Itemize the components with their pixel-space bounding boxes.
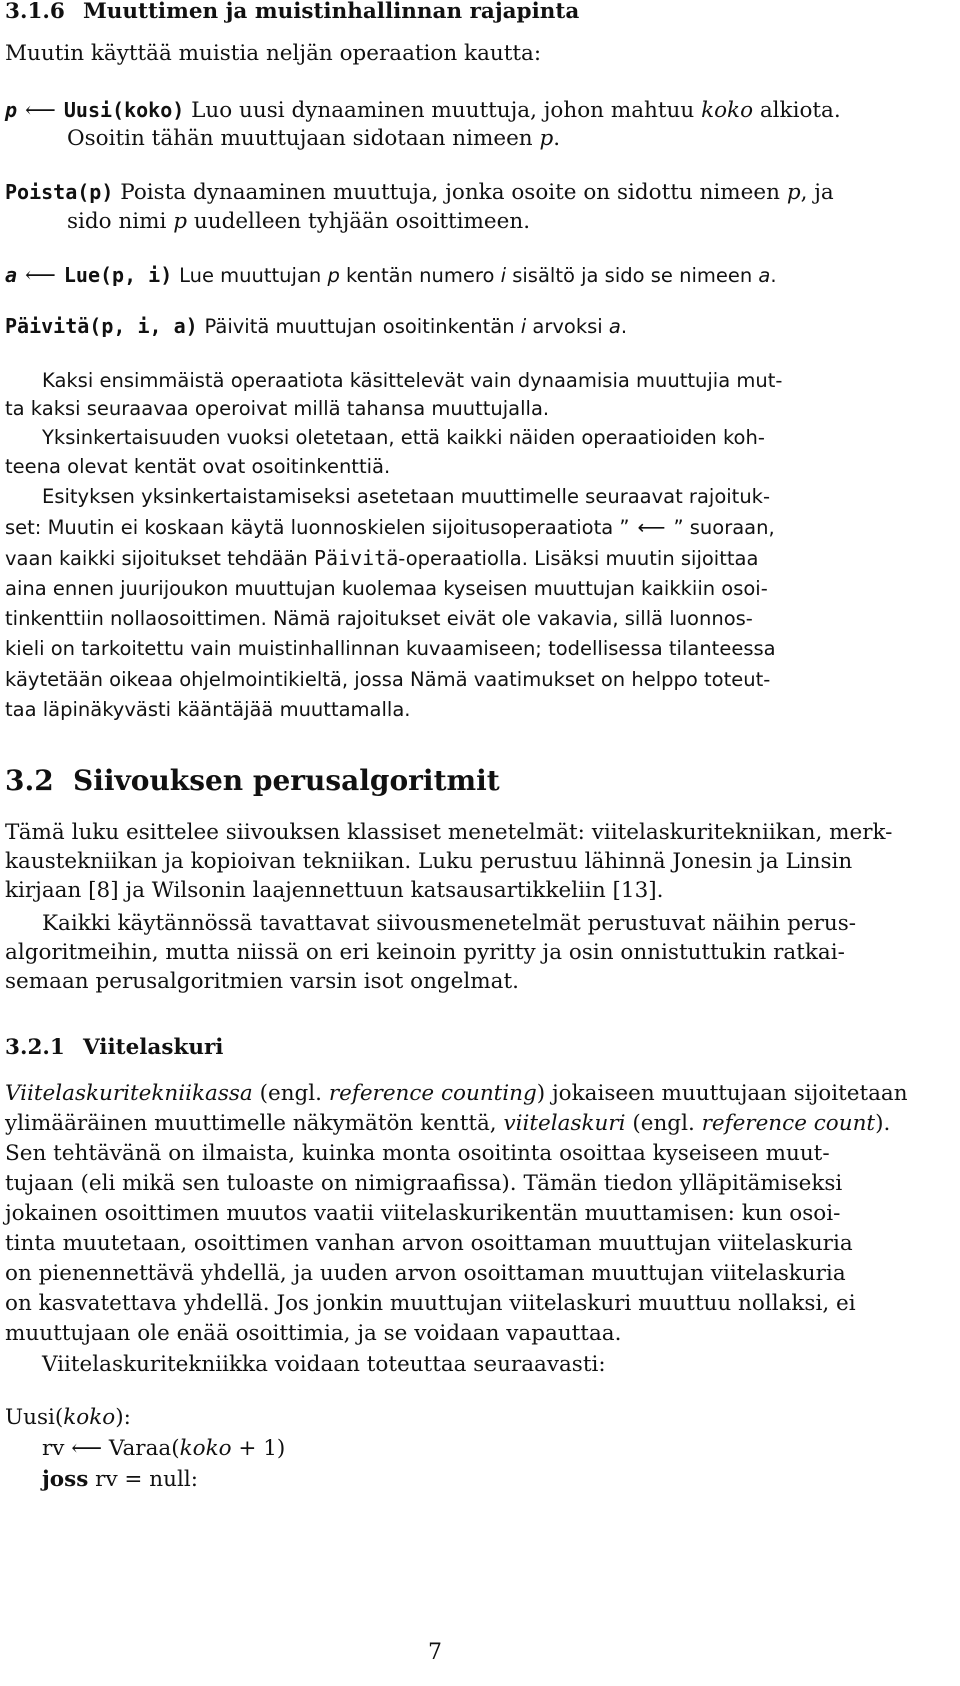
- op-code: Uusi(koko): [63, 98, 185, 122]
- algo-line: [42, 1465, 198, 1495]
- op-lue: [5, 260, 777, 291]
- text: (engl.: [252, 1081, 329, 1106]
- op-desc-var: koko: [701, 98, 754, 123]
- section-heading-3-2: [5, 763, 500, 799]
- paragraph-line: kirjaan [8] ja Wilsonin laajennettuun katsausartikkeliin [13].: [5, 878, 664, 903]
- text: rv = null:: [88, 1467, 198, 1492]
- text: ).: [875, 1111, 891, 1136]
- paragraph-line: [5, 482, 951, 512]
- paragraph-line: jokainen osoittimen muutos vaatii viitelaskurikentän muuttamisen: kun osoi-: [5, 1201, 841, 1226]
- section-title: Siivouksen perusalgoritmit: [73, 764, 500, 797]
- op-code: Poista(p): [5, 180, 114, 204]
- page-number: 7: [428, 1640, 442, 1665]
- paragraph-line: [5, 513, 775, 543]
- op-desc: alkiota.: [753, 98, 841, 123]
- paragraph-line: teena olevat kentät ovat osoitinkenttiä.: [5, 455, 391, 478]
- op-desc-var: a: [758, 264, 771, 287]
- inline-code: Päivitä: [314, 546, 399, 570]
- assign-arrow: ⟵: [25, 263, 56, 288]
- op-desc-var: i: [500, 264, 507, 287]
- op-desc: uudelleen tyhjään osoittimeen.: [187, 209, 531, 234]
- section-heading-3-2-1: [5, 1033, 223, 1063]
- text: ):: [115, 1405, 131, 1430]
- assign-arrow: ⟵: [637, 516, 666, 539]
- algo-line: [42, 1434, 285, 1464]
- section-heading-3-1-6: [5, 0, 579, 27]
- op-desc: .: [770, 264, 777, 287]
- text: -operaatiolla. Lisäksi muutin sijoittaa: [398, 547, 759, 570]
- op-poista: [5, 177, 834, 208]
- paragraph-line: tinta muutetaan, osoittimen vanhan arvon osoittaman muuttujan viitelaskuria: [5, 1231, 853, 1256]
- op-desc: , ja: [800, 180, 834, 205]
- paragraph-line: tinkenttiin nollaosoittimen. Nämä rajoitukset eivät ole vakavia, sillä luonnos-: [5, 607, 753, 630]
- paragraph-line: Kaikki käytännössä tavattavat siivousmenetelmät perustuvat näihin perus-: [42, 911, 857, 936]
- op-desc: Päivitä muuttujan osoitinkentän: [204, 315, 521, 338]
- section-title: Viitelaskuri: [83, 1035, 224, 1060]
- op-desc-var: a: [608, 315, 621, 338]
- term: viitelaskuri: [503, 1111, 626, 1136]
- paragraph-line: [5, 543, 758, 574]
- op-desc-var: p: [173, 209, 188, 234]
- text: set: Muutin ei koskaan käytä luonnoskielen sijoitusoperaatiota ”: [5, 516, 630, 539]
- text: ” suoraan,: [673, 516, 775, 539]
- paragraph-line: Viitelaskuritekniikka voidaan toteuttaa seuraavasti:: [42, 1352, 606, 1377]
- var: koko: [63, 1405, 116, 1430]
- op-desc: Poista dynaaminen muuttuja, jonka osoite on sidottu nimeen: [120, 180, 787, 205]
- op-desc-var: p: [539, 126, 554, 151]
- keyword: joss: [42, 1467, 89, 1492]
- paragraph-line: taa läpinäkyvästi kääntäjää muuttamalla.: [5, 698, 411, 721]
- paragraph-line: tujaan (eli mikä sen tuloaste on nimigraafissa). Tämän tiedon ylläpitämiseksi: [5, 1171, 843, 1196]
- op-desc: Luo uusi dynaaminen muuttuja, johon mahtuu: [191, 98, 702, 123]
- text: ) jokaiseen muuttujaan sijoitetaan: [536, 1081, 908, 1106]
- section-number: 3.1.6: [5, 0, 65, 24]
- op-desc: Lue muuttujan: [179, 264, 328, 287]
- document-page: [5, 0, 955, 1686]
- section-number: 3.2: [5, 764, 54, 797]
- section-title: Muuttimen ja muistinhallinnan rajapinta: [83, 0, 580, 24]
- var: koko: [179, 1436, 232, 1461]
- op-desc: kentän numero: [339, 264, 501, 287]
- text: vaan kaikki sijoitukset tehdään: [5, 547, 314, 570]
- op-uusi-line2: [67, 124, 560, 154]
- text: rv ⟵ Varaa(: [42, 1436, 180, 1461]
- op-desc: sisältö ja sido se nimeen: [506, 264, 759, 287]
- section-number: 3.2.1: [5, 1035, 65, 1060]
- op-lhs: p: [5, 98, 18, 122]
- paragraph-line: [5, 423, 951, 453]
- text: + 1): [231, 1436, 286, 1461]
- paragraph-line: semaan perusalgoritmien varsin isot ongelmat.: [5, 969, 519, 994]
- assign-arrow: ⟵: [25, 98, 56, 123]
- op-desc: Osoitin tähän muuttujaan sidotaan nimeen: [67, 126, 540, 151]
- paragraph-line: [5, 1109, 890, 1139]
- op-code: Päivitä(p, i, a): [5, 314, 198, 338]
- text: (engl.: [625, 1111, 702, 1136]
- text: Kaksi ensimmäistä operaatiota käsittelevät vain dynaamisia muuttujia mut-: [42, 369, 783, 392]
- text: ylimääräinen muuttimelle näkymätön kenttä,: [5, 1111, 504, 1136]
- op-desc: sido nimi: [67, 209, 174, 234]
- op-poista-line2: [67, 207, 530, 237]
- op-paivita: [5, 311, 627, 342]
- op-desc: arvoksi: [526, 315, 609, 338]
- paragraph-line: [5, 1079, 908, 1109]
- op-desc: .: [553, 126, 561, 151]
- paragraph-line: kieli on tarkoitettu vain muistinhallinnan kuvaamiseen; todellisessa tilanteessa: [5, 637, 776, 660]
- algo-head: [5, 1403, 131, 1433]
- text: Esityksen yksinkertaistamiseksi asetetaan muuttimelle seuraavat rajoituk-: [42, 485, 771, 508]
- paragraph-line: on kasvatettava yhdellä. Jos jonkin muuttujan viitelaskuri muuttuu nollaksi, ei: [5, 1291, 856, 1316]
- intro-text: Muutin käyttää muistia neljän operaation kautta:: [5, 41, 542, 66]
- op-desc-var: p: [786, 180, 801, 205]
- text: Uusi(: [5, 1405, 64, 1430]
- paragraph-line: on pienennettävä yhdellä, ja uuden arvon osoittaman muuttujan viitelaskuria: [5, 1261, 846, 1286]
- paragraph-line: käytetään oikeaa ohjelmointikieltä, jossa Nämä vaatimukset on helppo toteut-: [5, 668, 771, 691]
- paragraph-line: [5, 366, 951, 396]
- term: reference counting: [328, 1081, 537, 1106]
- op-desc: .: [620, 315, 628, 338]
- op-uusi: [5, 95, 841, 126]
- paragraph-line: muuttujaan ole enää osoittimia, ja se voidaan vapauttaa.: [5, 1321, 622, 1346]
- op-code: Lue(p, i): [63, 263, 173, 287]
- paragraph-line: Tämä luku esittelee siivouksen klassiset menetelmät: viitelaskuritekniikan, merk-: [5, 820, 893, 845]
- paragraph-line: kaustekniikan ja kopioivan tekniikan. Luku perustuu lähinnä Jonesin ja Linsin: [5, 849, 853, 874]
- paragraph-line: algoritmeihin, mutta niissä on eri keinoin pyritty ja osin onnistuttukin ratkai-: [5, 940, 845, 965]
- paragraph-line: Sen tehtävänä on ilmaista, kuinka monta osoitinta osoittaa kyseiseen muut-: [5, 1141, 830, 1166]
- paragraph-line: ta kaksi seuraavaa operoivat millä tahansa muuttujalla.: [5, 397, 550, 420]
- op-lhs: a: [5, 263, 18, 287]
- op-desc-var: i: [520, 315, 527, 338]
- term: Viitelaskuritekniikassa: [5, 1081, 253, 1106]
- term: reference count: [701, 1111, 876, 1136]
- text: Yksinkertaisuuden vuoksi oletetaan, että kaikki näiden operaatioiden koh-: [42, 426, 765, 449]
- paragraph-line: aina ennen juurijoukon muuttujan kuolemaa kyseisen muuttujan kaikkiin osoi-: [5, 577, 768, 600]
- op-desc-var: p: [327, 264, 340, 287]
